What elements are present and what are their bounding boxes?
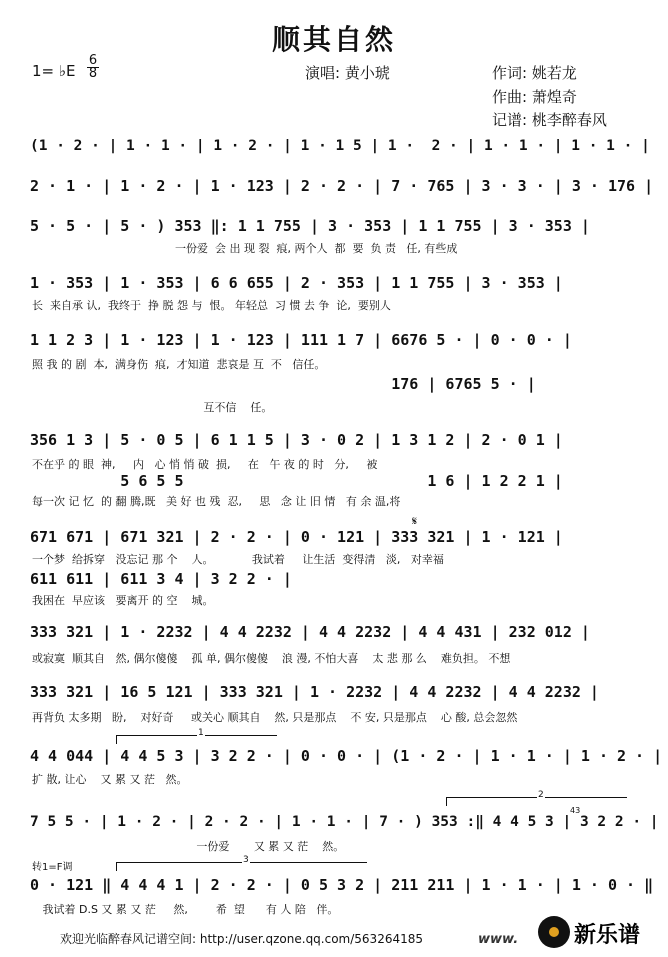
score-row-7b: 611 611 | 611 3 4 | 3 2 2 · |	[30, 570, 292, 588]
watermark-www: www.	[478, 932, 519, 947]
score-row-8: 333 321 | 1 · 2232 | 4 4 2232 | 4 4 2232 | 4 4 431 | 232 012 |	[30, 623, 590, 641]
score-row-7: 671 671 | 671 321 | 2 · 2 · | 0 · 121 | 333 321 | 1 · 121 |	[30, 528, 563, 546]
score-row-12: 0 · 121 ‖ 4 4 4 1 | 2 · 2 · | 0 5 3 2 | 211 211 | 1 · 1 · | 1 · 0 · ‖	[30, 876, 654, 894]
modulation-label: 转1=F调	[32, 862, 73, 873]
lyricist: 作词: 姚若龙	[492, 64, 577, 82]
transcriber: 记谱: 桃李醉春风	[492, 111, 607, 129]
lyric-row-7: 一个梦 给拆穿 没忘记 那 个 人。 我试着 让生活 变得清 淡, 对幸福	[32, 553, 444, 566]
time-signature	[87, 55, 99, 80]
singer: 演唱: 黄小琥	[305, 64, 390, 82]
lyric-row-3: 一份爱 会 出 现 裂 痕, 两个人 都 要 负 责 任, 有些成	[175, 242, 458, 255]
lyric-row-12: 我试着 D.S 又 累 又 茫 然, 希 望 有 人 陪 伴。	[32, 903, 339, 916]
score-row-4: 1 · 353 | 1 · 353 | 6 6 655 | 2 · 353 | 1 1 755 | 3 · 353 |	[30, 274, 563, 292]
lyric-row-6: 不在乎 的 眼 神, 内 心 悄 悄 破 损, 在 午 夜 的 时 分, 被	[32, 458, 378, 471]
time-signature-top: 6	[88, 53, 98, 68]
volta-bracket-3: 3	[116, 862, 367, 871]
lyric-row-10: 扩 散, 让心 又 累 又 茫 然。	[32, 773, 188, 786]
volta-bracket-2: 2	[446, 797, 627, 806]
lyric-row-11: 一份爱 又 累 又 茫 然。	[32, 840, 345, 853]
footer-text: 欢迎光临醉春风记谱空间: http://user.qzone.qq.com/563264185	[60, 932, 424, 946]
score-row-1: (1 · 2 · | 1 · 1 · | 1 · 2 · | 1 · 1 5 | 1 · 2 · | 1 · 1 · | 1 · 1 · |	[30, 138, 650, 154]
time-signature-bottom: 8	[88, 66, 98, 81]
score-row-6: 356 1 3 | 5 · 0 5 | 6 1 1 5 | 3 · 0 2 | 1 3 1 2 | 2 · 0 1 |	[30, 431, 563, 449]
lyric-row-5b: 互不信 任。	[32, 401, 273, 414]
score-row-6b: 5 6 5 5 1 6 | 1 2 2 1 |	[30, 472, 563, 490]
site-logo	[534, 912, 660, 952]
score-row-10: 4 4 044 | 4 4 5 3 | 3 2 2 · | 0 · 0 · | (1 · 2 · | 1 · 1 · | 1 · 2 · |	[30, 747, 663, 765]
lyric-row-4: 长 来自承 认, 我终于 挣 脱 怨 与 恨。 年轻总 习 惯 去 争 论, 要别人	[32, 299, 391, 312]
lyric-row-7b: 我困在 早应该 要离开 的 空 城。	[32, 594, 214, 607]
segno-sign: 𝄋	[412, 514, 418, 528]
score-row-9: 333 321 | 16 5 121 | 333 321 | 1 · 2232 | 4 4 2232 | 4 4 2232 |	[30, 683, 599, 701]
logo-text: 新乐谱	[574, 923, 641, 948]
key-signature: 1= ♭E	[32, 62, 76, 80]
score-row-2: 2 · 1 · | 1 · 2 · | 1 · 123 | 2 · 2 · | 7 · 765 | 3 · 3 · | 3 · 176 |	[30, 177, 654, 195]
score-row-5b: 176 | 6765 5 · |	[30, 375, 536, 393]
score-row-5: 1 1 2 3 | 1 · 123 | 1 · 123 | 111 1 7 | 6676 5 · | 0 · 0 · |	[30, 331, 572, 349]
lyric-row-9: 再背负 太多期 盼, 对好奇 或关心 顺其自 然, 只是那点 不 安, 只是那点 心 酸, 总会忽然	[32, 711, 518, 724]
lyric-row-5: 照 我 的 剧 本, 满身伤 痕, 才知道 悲哀是 互 不 信任。	[32, 358, 326, 371]
score-row-11: 7 5 5 · | 1 · 2 · | 2 · 2 · | 1 · 1 · | 7 · ) 353 :‖ 4 4 5 3 | 3 2 2 · |	[30, 814, 659, 830]
lyric-row-6b: 每一次 记 忆 的 翻 腾,既 美 好 也 残 忍, 思 念 让 旧 情 有 余 温,将	[32, 495, 401, 508]
score-row-3: 5 · 5 · | 5 · ) 353 ‖: 1 1 755 | 3 · 353 | 1 1 755 | 3 · 353 |	[30, 217, 590, 235]
volta-bracket-1: 1	[116, 735, 277, 744]
lyric-row-8: 或寂寞 顺其自 然, 偶尔傻傻 孤 单, 偶尔傻傻 浪 漫, 不怕大喜 太 悲 那 么 难负担。 不想	[32, 652, 511, 665]
grace-note: 43	[570, 806, 581, 815]
page-title: 顺其自然	[271, 23, 396, 56]
logo-disc-icon	[538, 916, 570, 948]
composer: 作曲: 萧煌奇	[492, 88, 577, 106]
